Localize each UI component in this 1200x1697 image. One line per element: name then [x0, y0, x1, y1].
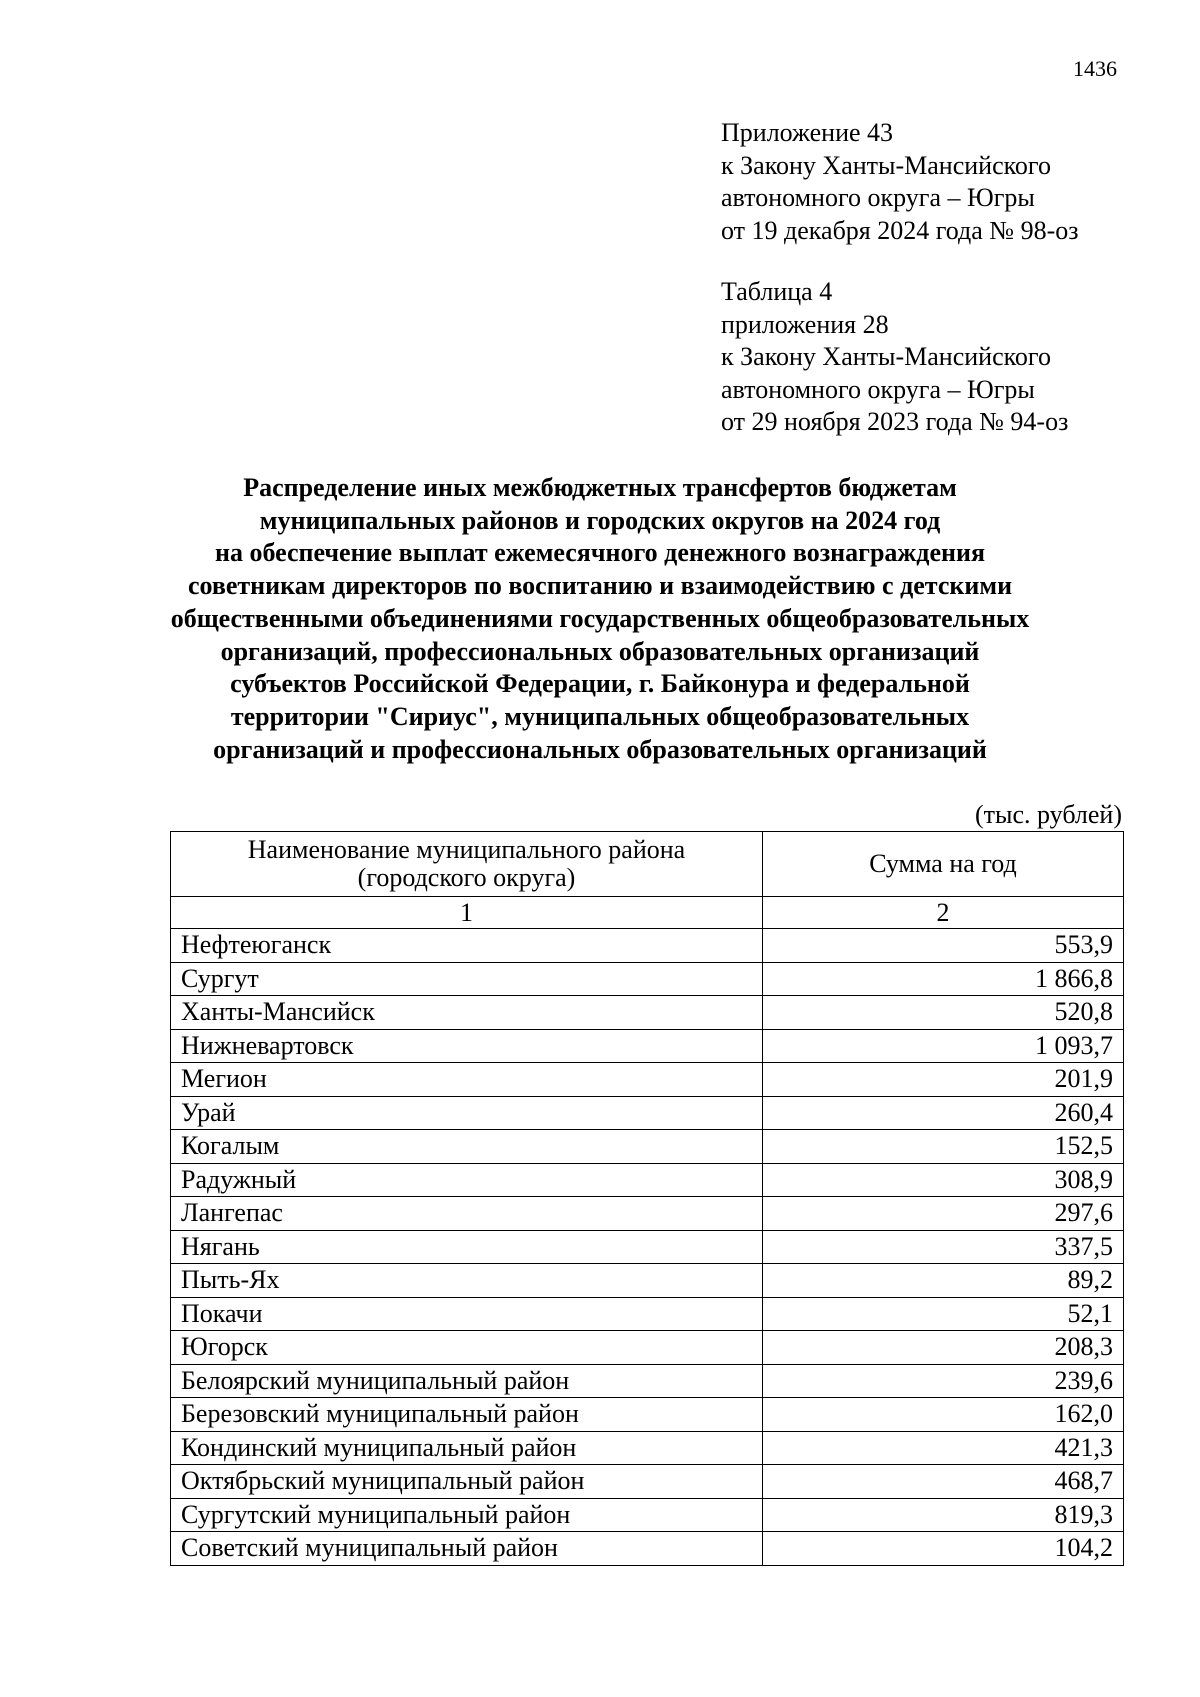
title-line: организаций и профессиональных образовательных организаций	[213, 734, 987, 764]
row-amount: 308,9	[763, 1163, 1124, 1197]
table4-reference	[721, 276, 1068, 439]
row-name: Нефтеюганск	[171, 929, 763, 963]
column-number-row	[171, 897, 1124, 929]
table-row	[171, 1398, 1124, 1432]
row-amount: 297,6	[763, 1197, 1124, 1231]
row-amount: 239,6	[763, 1364, 1124, 1398]
title-line: муниципальных районов и городских округов на 2024 год	[259, 505, 941, 535]
row-name: Белоярский муниципальный район	[171, 1364, 763, 1398]
row-name: Советский муниципальный район	[171, 1532, 763, 1566]
table4-reference-line: Таблица 4	[721, 277, 833, 306]
table-row	[171, 1163, 1124, 1197]
document-title	[100, 472, 1100, 766]
row-amount: 421,3	[763, 1431, 1124, 1465]
column-number: 1	[171, 897, 763, 929]
row-name: Ханты-Мансийск	[171, 996, 763, 1030]
row-name: Мегион	[171, 1063, 763, 1097]
title-line: общественными объединениями государственных общеобразовательных	[170, 603, 1030, 633]
row-amount: 553,9	[763, 929, 1124, 963]
row-amount: 152,5	[763, 1130, 1124, 1164]
row-name: Кондинский муниципальный район	[171, 1431, 763, 1465]
row-name: Сургут	[171, 962, 763, 996]
table-row	[171, 929, 1124, 963]
table-row	[171, 1063, 1124, 1097]
table-row	[171, 1297, 1124, 1331]
page-number: 1436	[1073, 56, 1117, 81]
row-amount: 89,2	[763, 1264, 1124, 1298]
table-row	[171, 1264, 1124, 1298]
row-name: Лангепас	[171, 1197, 763, 1231]
appendix-43-line: Приложение 43	[721, 118, 894, 147]
row-name: Октябрьский муниципальный район	[171, 1465, 763, 1499]
units-label: (тыс. рублей)	[974, 800, 1122, 829]
table-row	[171, 1532, 1124, 1566]
column-number: 2	[763, 897, 1124, 929]
title-line: территории "Сириус", муниципальных общеобразовательных	[230, 701, 970, 731]
row-amount: 162,0	[763, 1398, 1124, 1432]
table4-reference-line: автономного округа – Югры	[721, 374, 1035, 404]
row-amount: 104,2	[763, 1532, 1124, 1566]
title-line: организаций, профессиональных образовательных организаций	[220, 636, 980, 666]
row-name: Нижневартовск	[171, 1029, 763, 1063]
table-row	[171, 1096, 1124, 1130]
transfers-table	[170, 831, 1124, 1566]
appendix-43-line: к Закону Ханты-Мансийского	[721, 150, 1051, 180]
title-line: на обеспечение выплат ежемесячного денежного вознаграждения	[214, 538, 986, 568]
row-name: Когалым	[171, 1130, 763, 1164]
table-row	[171, 1364, 1124, 1398]
table4-reference-line: приложения 28	[721, 309, 889, 339]
table-row	[171, 1029, 1124, 1063]
row-amount: 1 866,8	[763, 962, 1124, 996]
table4-reference-line: от 29 ноября 2023 года № 94-оз	[721, 407, 1069, 436]
row-name: Урай	[171, 1096, 763, 1130]
row-name: Пыть-Ях	[171, 1264, 763, 1298]
title-line: Распределение иных межбюджетных трансфертов бюджетам	[243, 473, 957, 502]
row-name: Югорск	[171, 1331, 763, 1365]
appendix-43-line: от 19 декабря 2024 года № 98-оз	[721, 215, 1079, 245]
table-row	[171, 1197, 1124, 1231]
table-header-row	[171, 832, 1124, 897]
table-row	[171, 1465, 1124, 1499]
table-row	[171, 996, 1124, 1030]
appendix-43-line: автономного округа – Югры	[721, 183, 1035, 212]
row-name: Покачи	[171, 1297, 763, 1331]
row-name: Березовский муниципальный район	[171, 1398, 763, 1432]
table-row	[171, 1130, 1124, 1164]
table-row	[171, 962, 1124, 996]
appendix-43-reference	[721, 117, 1079, 247]
header-amount: Сумма на год	[763, 832, 1124, 897]
table-row	[171, 1230, 1124, 1264]
table-row	[171, 1498, 1124, 1532]
table-row	[171, 1331, 1124, 1365]
row-name: Сургутский муниципальный район	[171, 1498, 763, 1532]
table-row	[171, 1431, 1124, 1465]
title-line: советникам директоров по воспитанию и взаимодействию с детскими	[187, 571, 1013, 601]
row-amount: 468,7	[763, 1465, 1124, 1499]
row-name: Нягань	[171, 1230, 763, 1264]
row-amount: 208,3	[763, 1331, 1124, 1365]
row-amount: 819,3	[763, 1498, 1124, 1532]
title-line: субъектов Российской Федерации, г. Байконура и федеральной	[230, 669, 970, 699]
row-amount: 52,1	[763, 1297, 1124, 1331]
header-name-line: Наименование муниципального района	[247, 835, 686, 864]
table4-reference-line: к Закону Ханты-Мансийского	[721, 342, 1051, 371]
row-amount: 201,9	[763, 1063, 1124, 1097]
row-name: Радужный	[171, 1163, 763, 1197]
row-amount: 1 093,7	[763, 1029, 1124, 1063]
header-name	[171, 832, 763, 897]
row-amount: 337,5	[763, 1230, 1124, 1264]
header-name-line: (городского округа)	[357, 863, 576, 892]
row-amount: 520,8	[763, 996, 1124, 1030]
row-amount: 260,4	[763, 1096, 1124, 1130]
